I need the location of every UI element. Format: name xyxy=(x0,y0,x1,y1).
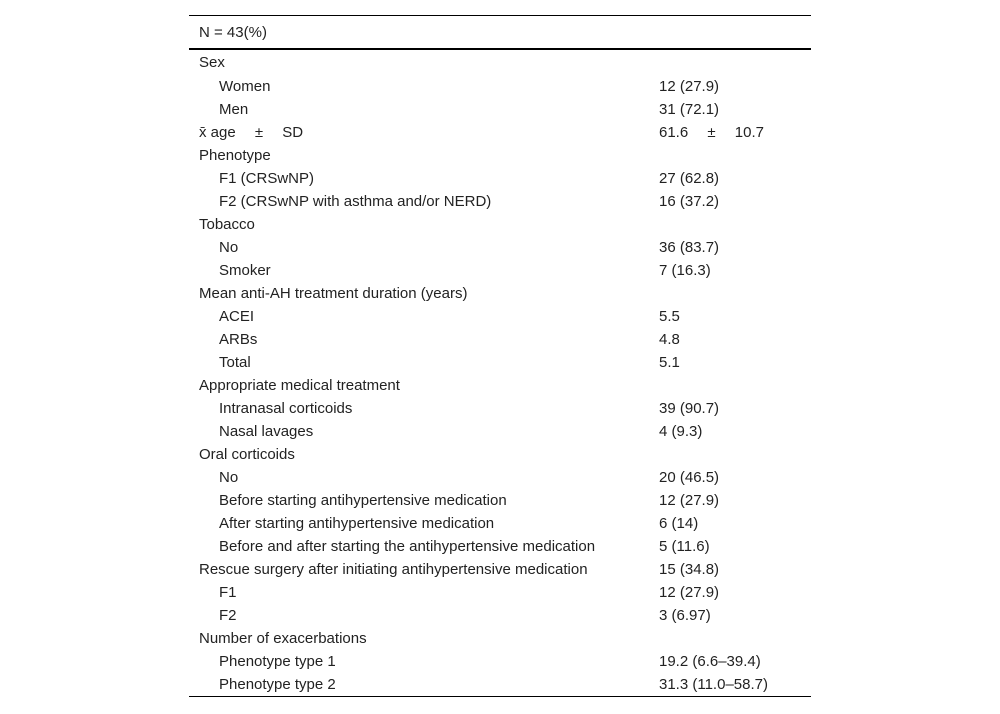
row-value: 4.8 xyxy=(659,331,680,348)
row-value: 12 (27.9) xyxy=(659,492,720,509)
table-row xyxy=(189,397,811,420)
table-row xyxy=(189,535,811,558)
row-category-label: Oral corticoids xyxy=(199,446,295,463)
row-value: 20 (46.5) xyxy=(659,469,720,486)
table-row xyxy=(189,604,811,627)
patient-characteristics-table xyxy=(189,15,811,697)
row-value xyxy=(659,443,811,466)
row-value: 7 (16.3) xyxy=(659,262,711,279)
table-row xyxy=(189,512,811,535)
row-sublabel: ARBs xyxy=(219,331,258,348)
table-row xyxy=(189,98,811,121)
patient-characteristics-table-container xyxy=(189,15,811,697)
row-category-label: x̄ age ± SD xyxy=(199,124,304,141)
row-category-label: Mean anti-AH treatment duration (years) xyxy=(199,285,468,302)
table-row xyxy=(189,121,811,144)
row-sublabel: Total xyxy=(219,354,251,371)
table-row xyxy=(189,49,811,75)
table-row xyxy=(189,144,811,167)
table-row xyxy=(189,420,811,443)
table-row xyxy=(189,282,811,305)
table-header xyxy=(189,16,811,50)
row-sublabel: F2 (CRSwNP with asthma and/or NERD) xyxy=(219,193,492,210)
row-sublabel: Before and after starting the antihypertensive medication xyxy=(219,538,596,555)
table-row xyxy=(189,190,811,213)
row-sublabel: Women xyxy=(219,78,271,95)
row-sublabel: No xyxy=(219,469,239,486)
row-value xyxy=(659,49,811,75)
row-sublabel: F2 xyxy=(219,607,237,624)
row-value xyxy=(659,627,811,650)
row-sublabel: F1 xyxy=(219,584,237,601)
table-row xyxy=(189,167,811,190)
row-value: 31.3 (11.0–58.7) xyxy=(659,673,811,697)
table-row xyxy=(189,443,811,466)
table-row xyxy=(189,673,811,697)
row-sublabel: Phenotype type 1 xyxy=(219,653,336,670)
row-sublabel: Intranasal corticoids xyxy=(219,400,353,417)
row-value: 4 (9.3) xyxy=(659,423,703,440)
row-sublabel: Smoker xyxy=(219,262,271,279)
row-value: 5.1 xyxy=(659,354,680,371)
row-category-label: Number of exacerbations xyxy=(199,630,367,647)
row-sublabel: Before starting antihypertensive medication xyxy=(219,492,507,509)
table-row xyxy=(189,236,811,259)
row-category-label: Rescue surgery after initiating antihypertensive medication xyxy=(199,561,588,578)
row-sublabel: After starting antihypertensive medication xyxy=(219,515,495,532)
row-category-label: Appropriate medical treatment xyxy=(199,377,400,394)
table-header-cell: N = 43(%) xyxy=(189,16,811,50)
table-header-row xyxy=(189,16,811,50)
row-sublabel: Nasal lavages xyxy=(219,423,314,440)
table-row xyxy=(189,351,811,374)
row-value: 5 (11.6) xyxy=(659,538,710,555)
row-sublabel: No xyxy=(219,239,239,256)
table-row xyxy=(189,627,811,650)
table-row xyxy=(189,558,811,581)
row-sublabel: F1 (CRSwNP) xyxy=(219,170,315,187)
row-category-label: Tobacco xyxy=(199,216,255,233)
row-value: 15 (34.8) xyxy=(659,561,720,578)
row-sublabel: Men xyxy=(219,101,249,118)
row-value: 39 (90.7) xyxy=(659,400,720,417)
row-value: 31 (72.1) xyxy=(659,101,720,118)
table-body xyxy=(189,49,811,697)
row-category-label: Sex xyxy=(199,54,225,71)
row-value xyxy=(659,374,811,397)
table-row xyxy=(189,328,811,351)
table-row xyxy=(189,466,811,489)
row-value: 36 (83.7) xyxy=(659,239,720,256)
row-value: 3 (6.97) xyxy=(659,607,711,624)
row-sublabel: Phenotype type 2 xyxy=(189,673,659,697)
row-value xyxy=(659,213,811,236)
row-sublabel: ACEI xyxy=(219,308,255,325)
table-row xyxy=(189,650,811,673)
row-value: 12 (27.9) xyxy=(659,78,720,95)
row-value: 5.5 xyxy=(659,308,680,325)
row-category-label: Phenotype xyxy=(199,147,271,164)
table-row xyxy=(189,489,811,512)
row-value: 27 (62.8) xyxy=(659,170,720,187)
row-value: 19.2 (6.6–39.4) xyxy=(659,653,761,670)
row-value: 16 (37.2) xyxy=(659,193,720,210)
table-row xyxy=(189,305,811,328)
table-row xyxy=(189,213,811,236)
row-value: 12 (27.9) xyxy=(659,584,720,601)
row-value: 6 (14) xyxy=(659,515,699,532)
row-value xyxy=(659,144,811,167)
table-row xyxy=(189,259,811,282)
row-value xyxy=(659,282,811,305)
table-row xyxy=(189,75,811,98)
table-row xyxy=(189,581,811,604)
row-value: 61.6 ± 10.7 xyxy=(659,124,764,141)
table-row xyxy=(189,374,811,397)
